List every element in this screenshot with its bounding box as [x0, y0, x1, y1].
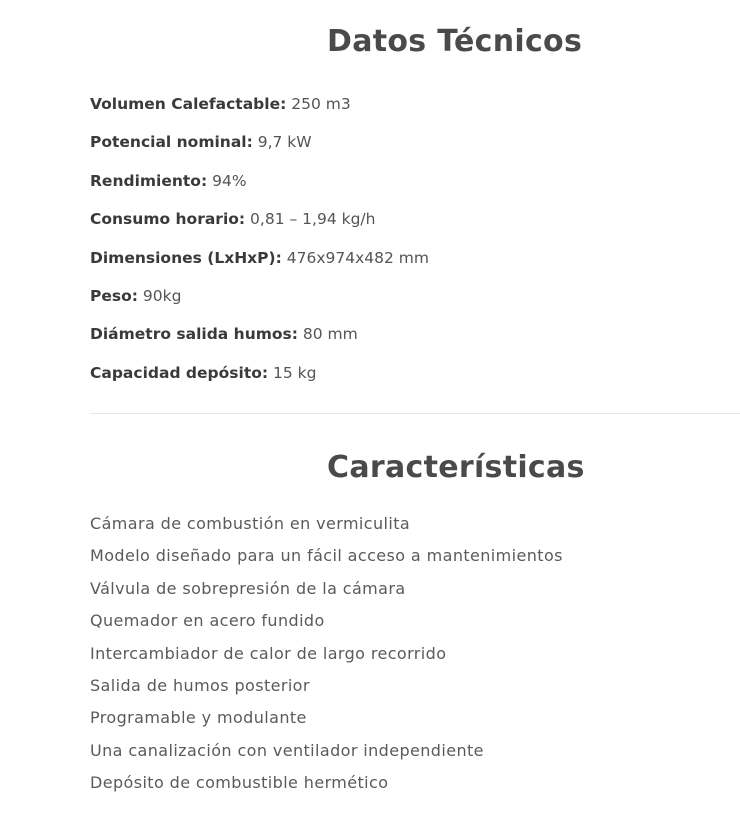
- spec-value: 0,81 – 1,94 kg/h: [250, 210, 376, 229]
- spec-value: 476x974x482 mm: [286, 248, 429, 267]
- feature-item: Salida de humos posterior: [90, 675, 310, 695]
- spec-row-peso: [90, 284, 429, 322]
- feature-item: Una canalización con ventilador independiente: [90, 740, 484, 760]
- feature-item: Quemador en acero fundido: [90, 611, 325, 631]
- datos-tecnicos-heading: Datos Técnicos: [327, 24, 583, 59]
- spec-value: 90kg: [142, 286, 182, 305]
- feature-item: Depósito de combustible hermético: [90, 773, 389, 793]
- spec-label: Diámetro salida humos:: [90, 325, 298, 344]
- spec-value: 15 kg: [273, 363, 317, 382]
- specs-list: [90, 92, 429, 399]
- feature-item: Programable y modulante: [90, 708, 307, 728]
- spec-value: 250 m3: [291, 95, 351, 113]
- spec-row-volumen: [90, 92, 429, 130]
- feature-item: Modelo diseñado para un fácil acceso a mantenimientos: [90, 546, 563, 566]
- spec-row-diametro: [90, 322, 429, 360]
- spec-row-potencia: [90, 130, 429, 168]
- spec-label: Potencial nominal:: [90, 133, 253, 152]
- caracteristicas-heading: Características: [327, 450, 585, 485]
- section-divider: [90, 413, 740, 414]
- spec-label: Peso:: [90, 286, 138, 305]
- spec-value: 9,7 kW: [257, 133, 312, 152]
- features-list: [90, 512, 563, 804]
- spec-label: Rendimiento:: [90, 171, 208, 190]
- feature-item: Intercambiador de calor de largo recorrido: [90, 643, 447, 663]
- spec-value: 80 mm: [302, 325, 358, 344]
- spec-label: Capacidad depósito:: [90, 363, 269, 382]
- spec-value: 94%: [212, 171, 247, 190]
- spec-row-dimensiones: [90, 246, 429, 284]
- spec-label: Dimensiones (LxHxP):: [90, 248, 282, 267]
- spec-label: Volumen Calefactable:: [90, 95, 287, 113]
- feature-item: Cámara de combustión en vermiculita: [90, 514, 411, 533]
- feature-item: Válvula de sobrepresión de la cámara: [90, 578, 406, 598]
- spec-row-capacidad: [90, 361, 429, 399]
- spec-row-rendimiento: [90, 169, 429, 207]
- spec-row-consumo: [90, 207, 429, 245]
- spec-label: Consumo horario:: [90, 210, 246, 229]
